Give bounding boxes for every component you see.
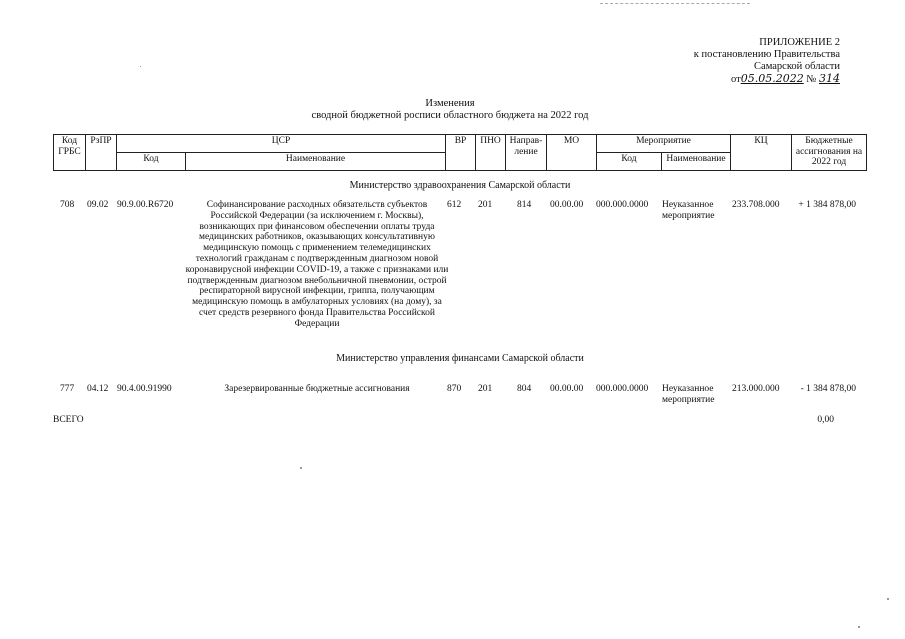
col-pno: ПНО <box>476 135 506 171</box>
row-event-code: 000.000.0000 <box>596 384 649 394</box>
appendix-date: 05.05.2022 <box>740 72 804 85</box>
appendix-number: 314 <box>819 72 840 85</box>
row-vr: 870 <box>447 384 462 394</box>
row-mo: 00.00.00 <box>550 384 584 394</box>
col-kc: КЦ <box>731 135 792 171</box>
appendix-region: Самарской области <box>754 61 840 72</box>
appendix-from: от <box>731 74 741 85</box>
scan-speck <box>300 467 302 469</box>
row-pno: 201 <box>478 384 493 394</box>
row-grbs: 777 <box>60 384 75 394</box>
row-kc: 213.000.000 <box>732 384 780 394</box>
total-label: ВСЕГО <box>53 415 84 425</box>
scan-artifact-line <box>600 3 750 4</box>
row-event-name: Неуказанное мероприятие <box>662 384 715 405</box>
col-direction: Направ- ление <box>506 135 547 171</box>
col-rzpr: РзПР <box>86 135 117 171</box>
total-value: 0,00 <box>817 415 834 425</box>
col-mo: МО <box>547 135 597 171</box>
row-grbs: 708 <box>60 200 75 210</box>
title-line1: Изменения <box>425 98 475 109</box>
appendix-resolution: к постановлению Правительства <box>693 49 840 60</box>
row-event-code: 000.000.0000 <box>596 200 649 210</box>
scan-speck <box>887 598 889 600</box>
col-vr: ВР <box>446 135 476 171</box>
row-csr-code: 90.4.00.91990 <box>117 384 172 394</box>
document-title <box>200 98 700 122</box>
header-table <box>53 134 867 171</box>
scan-speck <box>858 626 860 628</box>
row-rzpr: 09.02 <box>87 200 109 210</box>
row-vr: 612 <box>447 200 462 210</box>
appendix-date-line <box>600 73 840 86</box>
ministry-heading: Министерство здравоохранения Самарской области <box>349 180 571 191</box>
col-csr-code: Код <box>117 153 186 171</box>
ministry-heading: Министерство управления финансами Самарской области <box>336 353 584 364</box>
row-direction: 814 <box>517 200 532 210</box>
col-allocations: Бюджетные ассигнования на 2022 год <box>792 135 867 171</box>
col-event: Мероприятие <box>597 135 731 153</box>
col-event-code: Код <box>597 153 662 171</box>
row-csr-code: 90.9.00.R6720 <box>117 200 174 210</box>
appendix-block <box>600 37 840 86</box>
scan-speck <box>140 66 141 67</box>
title-line2: сводной бюджетной росписи областного бюджета на 2022 год <box>311 110 589 121</box>
row-mo: 00.00.00 <box>550 200 584 210</box>
appendix-number-sign: № <box>806 74 817 85</box>
appendix-title: ПРИЛОЖЕНИЕ 2 <box>759 37 840 48</box>
col-csr-name: Наименование <box>186 153 446 171</box>
row-csr-name: Зарезервированные бюджетные ассигнования <box>224 384 410 394</box>
col-csr: ЦСР <box>117 135 446 153</box>
row-kc: 233.708.000 <box>732 200 780 210</box>
row-pno: 201 <box>478 200 493 210</box>
row-rzpr: 04.12 <box>87 384 109 394</box>
row-direction: 804 <box>517 384 532 394</box>
row-amount: - 1 384 878,00 <box>800 384 856 394</box>
row-event-name: Неуказанное мероприятие <box>662 200 715 221</box>
col-event-name: Наименование <box>662 153 731 171</box>
col-grbs: Код ГРБС <box>54 135 86 171</box>
row-amount: + 1 384 878,00 <box>798 200 856 210</box>
row-csr-name: Софинансирование расходных обязательств субъектов Российской Федерации (за исключением г. Москвы), возникающих при финансовом обеспечении оплаты труда медицинских работников, оказывающих консультативную медицинскую помощь с применением телемедицинских технологий гражданам с подтвержденным диагнозом новой коронавирусной инфекции COVID-19, а также с признаками или подтвержденным диагнозом внебольничной пневмонии, острой респираторной вирусной инфекции, гриппа, получающим медицинскую помощь в амбулаторных условиях (на дому), за счет средств резервного фонда Правительства Российской Федерации <box>185 200 449 329</box>
